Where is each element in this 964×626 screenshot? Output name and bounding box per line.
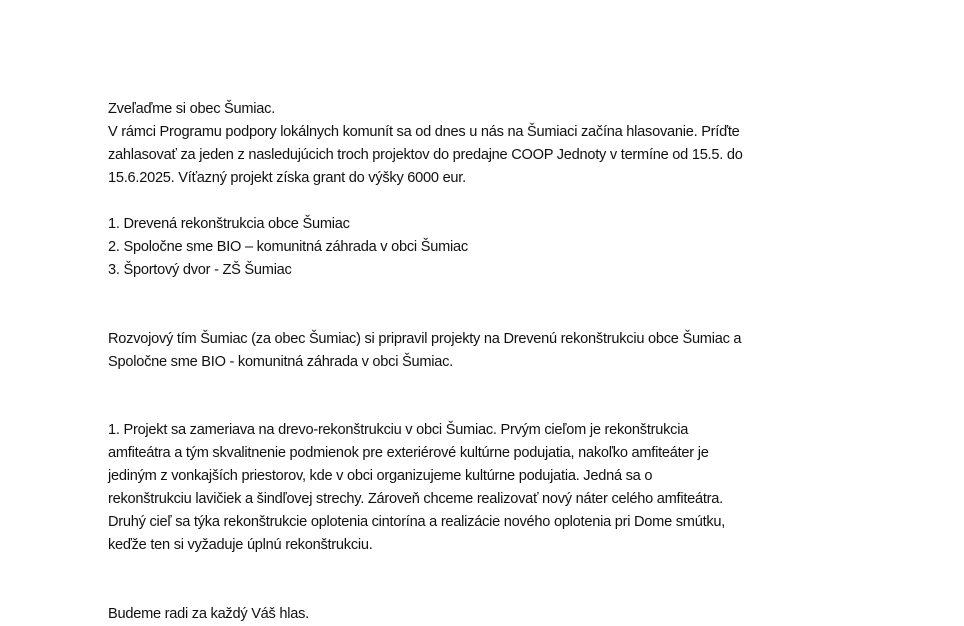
document-body xyxy=(108,98,868,626)
project-list-item: 1. Drevená rekonštrukcia obce Šumiac xyxy=(108,216,350,232)
paragraph-line: amfiteátra a tým skvalitnenie podmienok pre exteriérové kultúrne podujatia, nakoľko amfiteáter je xyxy=(108,445,709,461)
paragraph-line: 1. Projekt sa zameriava na drevo-rekonštrukciu v obci Šumiac. Prvým cieľom je rekonštrukcia xyxy=(108,422,689,438)
intro-line: 15.6.2025. Víťazný projekt získa grant do výšky 6000 eur. xyxy=(108,170,466,186)
project-list-item: 2. Spoločne sme BIO – komunitná záhrada v obci Šumiac xyxy=(108,239,468,255)
closing-line: Budeme radi za každý Váš hlas. xyxy=(108,606,309,622)
intro-line: V rámci Programu podpory lokálnych komunít sa od dnes u nás na Šumiaci začína hlasovanie. Príďte xyxy=(108,124,740,140)
intro-greeting: Zveľaďme si obec Šumiac. xyxy=(108,101,276,117)
project-list-item: 3. Športový dvor - ZŠ Šumiac xyxy=(108,262,292,278)
project1-paragraph xyxy=(108,419,868,557)
paragraph-line: jediným z vonkajších priestorov, kde v obci organizujeme kultúrne podujatia. Jedná sa o xyxy=(108,468,653,484)
paragraph-line: Druhý cieľ sa týka rekonštrukcie oplotenia cintorína a realizácie nového oplotenia pri Dome smútku, xyxy=(108,514,726,530)
paragraph-line: Rozvojový tím Šumiac (za obec Šumiac) si pripravil projekty na Drevenú rekonštrukciu obce Šumiac a xyxy=(108,331,742,347)
paragraph-line: keďže ten si vyžaduje úplnú rekonštrukciu. xyxy=(108,537,373,553)
paragraph-line: Spoločne sme BIO - komunitná záhrada v obci Šumiac. xyxy=(108,354,453,370)
intro-line: zahlasovať za jeden z nasledujúcich troch projektov do predajne COOP Jednoty v termíne od 15.5. do xyxy=(108,147,743,163)
paragraph-line: rekonštrukciu lavičiek a šindľovej strechy. Zároveň chceme realizovať nový náter celého amfiteátra. xyxy=(108,491,723,507)
project-list xyxy=(108,213,868,282)
team-paragraph xyxy=(108,328,868,374)
intro-paragraph xyxy=(108,98,868,190)
